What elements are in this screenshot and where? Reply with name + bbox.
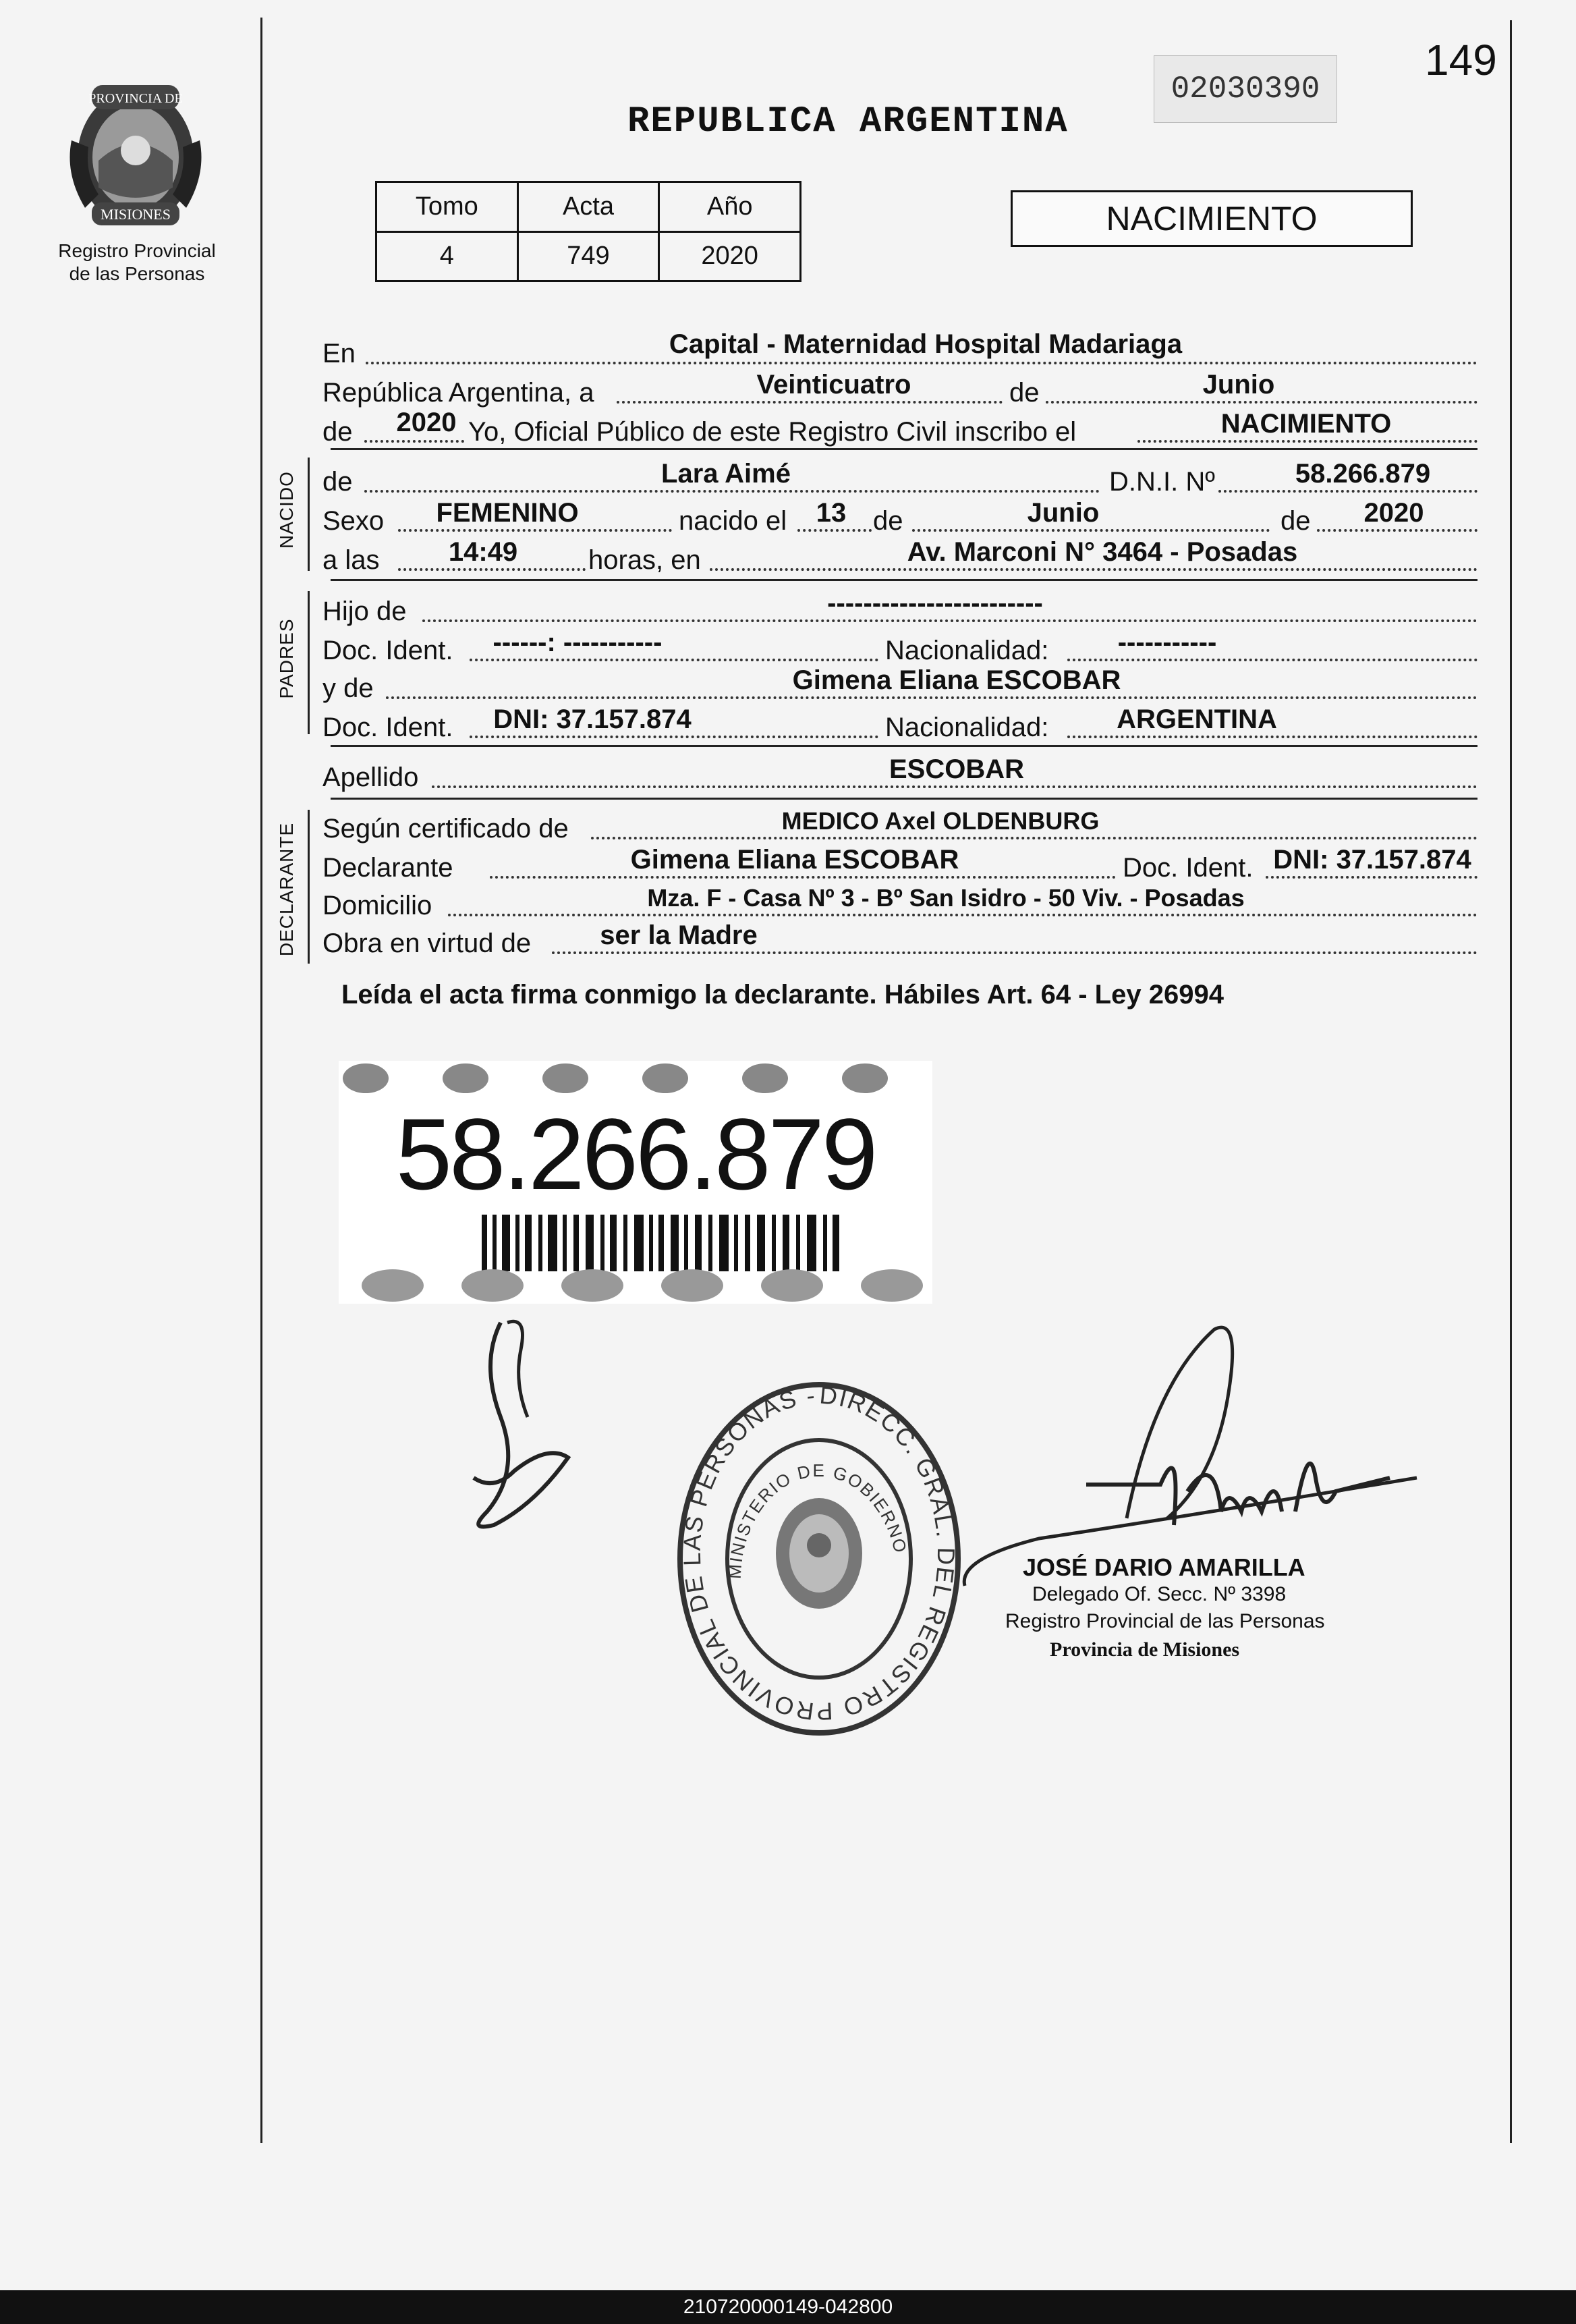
dotline-madre-doc <box>470 736 878 738</box>
value-domicilio: Mza. F - Casa Nº 3 - Bº San Isidro - 50 Viv. - Posadas <box>647 884 1245 912</box>
value-declarante-doc: DNI: 37.157.874 <box>1273 845 1471 875</box>
dotline-mes <box>1046 401 1478 404</box>
divider-3 <box>331 745 1478 747</box>
label-nacionalidad-1: Nacionalidad: <box>885 636 1049 665</box>
act-type-box: NACIMIENTO <box>1011 190 1413 247</box>
dotline-dia-nac <box>797 529 872 532</box>
label-hijo-de: Hijo de <box>322 597 407 626</box>
dotline-anio-nac <box>1317 529 1478 532</box>
value-lugar: Capital - Maternidad Hospital Madariaga <box>669 329 1183 359</box>
section-nacido: NACIDO <box>276 471 297 549</box>
label-obra: Obra en virtud de <box>322 929 532 958</box>
dotline-madre <box>386 696 1478 699</box>
label-republica: República Argentina, a <box>322 378 594 408</box>
value-lugar-nac: Av. Marconi N° 3464 - Posadas <box>907 537 1298 567</box>
label-domicilio: Domicilio <box>322 891 432 920</box>
closing-text: Leída el acta firma conmigo la declarante. Hábiles Art. 64 - Ley 26994 <box>341 980 1224 1009</box>
value-padre-nac: ----------- <box>1117 628 1217 657</box>
dotline-padre-nac <box>1067 659 1478 661</box>
label-en: En <box>322 339 356 368</box>
sticker-pattern-top <box>339 1061 932 1096</box>
value-obra: ser la Madre <box>600 920 758 950</box>
label-doc-ident-3: Doc. Ident. <box>1123 853 1254 883</box>
label-apellido: Apellido <box>322 763 419 792</box>
footer-code: 210720000149-042800 <box>0 2290 1576 2324</box>
dotline-nombre <box>364 490 1100 493</box>
dotline-declarante-doc <box>1266 876 1478 879</box>
registry-table <box>375 181 801 282</box>
dotline-hora <box>398 568 586 571</box>
page-number: 149 <box>1425 36 1497 84</box>
value-mes: Junio <box>1202 370 1275 399</box>
serial-stamp: 02030390 <box>1154 55 1337 123</box>
dotline-padre-doc <box>470 659 878 661</box>
value-padre-doc: ------: ----------- <box>492 628 663 657</box>
value-madre: Gimena Eliana ESCOBAR <box>792 665 1121 695</box>
label-de4: de <box>1280 506 1311 536</box>
padres-bracket <box>308 591 310 734</box>
label-y-de: y de <box>322 673 374 703</box>
dotline-dni <box>1218 490 1478 493</box>
label-segun: Según certificado de <box>322 814 569 843</box>
section-padres: PADRES <box>276 618 297 699</box>
official-line-2: Registro Provincial de las Personas <box>1005 1610 1325 1632</box>
value-anio-nac: 2020 <box>1363 498 1424 528</box>
official-line-3: Provincia de Misiones <box>1050 1638 1240 1661</box>
header-tomo: Tomo <box>376 182 518 232</box>
value-dni: 58.266.879 <box>1295 459 1431 489</box>
value-nombre: Lara Aimé <box>661 459 791 489</box>
value-hora: 14:49 <box>448 537 518 567</box>
dotline-madre-nac <box>1067 736 1478 738</box>
declarante-bracket <box>308 810 310 964</box>
value-acto: NACIMIENTO <box>1220 409 1392 439</box>
right-margin-line <box>1510 20 1512 2143</box>
label-horas-en: horas, en <box>588 545 701 575</box>
value-mes-nac: Junio <box>1027 498 1100 528</box>
label-nacido-el: nacido el <box>679 506 787 536</box>
misiones-emblem-icon <box>58 73 213 235</box>
value-madre-doc: DNI: 37.157.874 <box>493 704 692 734</box>
label-doc-ident-2: Doc. Ident. <box>322 713 453 742</box>
sticker-pattern-bottom <box>339 1267 932 1304</box>
dotline-acto <box>1137 440 1478 443</box>
divider-4 <box>331 798 1478 800</box>
barcode-number: 58.266.879 <box>395 1097 876 1211</box>
dotline-domicilio <box>448 914 1478 916</box>
seal-inner-text: MINISTERIO DE GOBIERNO <box>724 1460 911 1580</box>
label-de2: de <box>322 417 353 447</box>
label-a-las: a las <box>322 545 380 575</box>
label-de-nacido: de <box>322 467 353 497</box>
dotline-obra <box>552 951 1478 954</box>
divider-2 <box>331 579 1478 581</box>
dotline-anio <box>364 440 464 443</box>
official-seal <box>673 1377 965 1741</box>
label-sexo: Sexo <box>322 506 385 536</box>
value-dia-texto: Veinticuatro <box>756 370 911 399</box>
divider-1 <box>331 448 1478 450</box>
seal-outer-text: DIRECC. GRAL. DEL REGISTRO PROVINCIAL DE LAS PERSONAS - <box>677 1381 961 1726</box>
declarant-signature <box>453 1309 588 1539</box>
header-acta: Acta <box>517 182 659 232</box>
value-anio: 2020 <box>396 408 457 437</box>
header-anio: Año <box>659 182 801 232</box>
dotline-sexo <box>398 529 672 532</box>
official-name: JOSÉ DARIO AMARILLA <box>1023 1553 1305 1581</box>
logo-caption-2: de las Personas <box>69 263 205 284</box>
value-declarante: Gimena Eliana ESCOBAR <box>630 845 959 875</box>
value-madre-nac: ARGENTINA <box>1117 704 1277 734</box>
dotline-padre <box>422 619 1478 622</box>
dotline-en <box>366 362 1478 364</box>
barcode-icon <box>482 1215 839 1271</box>
value-anio: 2020 <box>659 231 801 281</box>
dotline-apellido <box>432 785 1478 788</box>
label-declarante: Declarante <box>322 853 453 883</box>
value-sexo: FEMENINO <box>436 498 579 528</box>
left-margin-line <box>260 18 262 2143</box>
value-acta: 749 <box>517 231 659 281</box>
label-dni: D.N.I. Nº <box>1109 467 1215 497</box>
label-nacionalidad-2: Nacionalidad: <box>885 713 1049 742</box>
value-dia-nac: 13 <box>816 498 847 528</box>
value-certificado: MEDICO Axel OLDENBURG <box>781 807 1100 835</box>
section-declarante: DECLARANTE <box>276 822 297 957</box>
official-line-1: Delegado Of. Secc. Nº 3398 <box>1032 1583 1287 1605</box>
label-de3: de <box>873 506 903 536</box>
dotline-republica <box>617 401 1003 404</box>
label-de1: de <box>1009 378 1040 408</box>
dotline-mes-nac <box>912 529 1270 532</box>
dotline-certificado <box>591 837 1478 839</box>
nacido-bracket <box>308 458 310 571</box>
emblem-top-text: PROVINCIA DE <box>88 91 183 106</box>
value-apellido: ESCOBAR <box>889 754 1025 784</box>
value-tomo: 4 <box>376 231 518 281</box>
document-title: REPUBLICA ARGENTINA <box>627 101 1069 142</box>
barcode-sticker <box>339 1061 932 1304</box>
value-padre: ------------------------ <box>827 588 1043 618</box>
logo-caption-1: Registro Provincial <box>58 240 216 261</box>
dotline-lugar-nac <box>710 568 1478 571</box>
emblem-bottom-text: MISIONES <box>101 206 171 223</box>
label-doc-ident-1: Doc. Ident. <box>322 636 453 665</box>
label-yo: Yo, Oficial Público de este Registro Civil inscribo el <box>468 417 1077 447</box>
dotline-declarante <box>490 876 1116 879</box>
